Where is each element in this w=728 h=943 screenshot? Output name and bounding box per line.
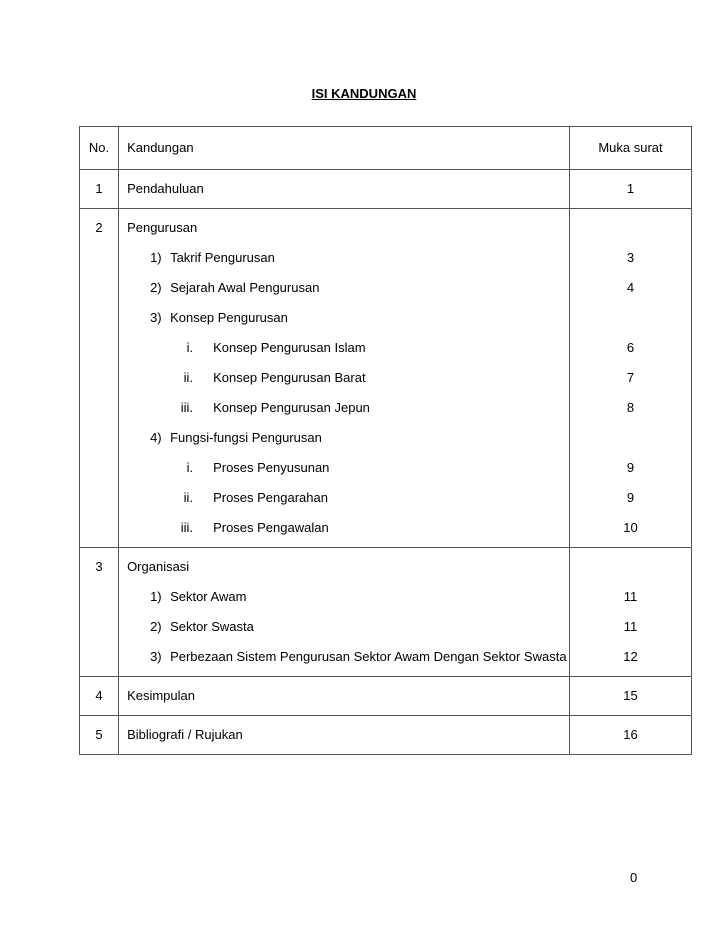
item-page: 10: [623, 520, 638, 535]
list-item: 3) Perbezaan Sistem Pengurusan Sektor Awam Dengan Sektor Swasta: [150, 649, 567, 664]
list-item: 2) Sektor Swasta: [150, 619, 254, 634]
item-page: 11: [623, 589, 638, 604]
section-number: 2: [95, 220, 103, 235]
item-page: 9: [626, 490, 635, 505]
page-number: 0: [630, 870, 638, 885]
section-page: [570, 213, 691, 243]
item-page: 7: [626, 370, 635, 385]
header-no: No.: [88, 140, 110, 155]
item-page: 3: [626, 250, 635, 265]
sub-list-item: i. Proses Penyusunan: [186, 460, 330, 475]
section-number: 3: [95, 559, 103, 574]
section-number: 1: [95, 181, 103, 196]
section-title: Bibliografi / Rujukan: [127, 727, 243, 742]
list-item: 1) Takrif Pengurusan: [150, 250, 275, 265]
section-title: Organisasi: [127, 559, 190, 574]
section-title: Pengurusan: [127, 220, 198, 235]
list-item: 1) Sektor Awam: [150, 589, 247, 604]
sub-list-item: iii. Proses Pengawalan: [180, 520, 329, 535]
sub-list-item: i. Konsep Pengurusan Islam: [186, 340, 366, 355]
section-page: 15: [623, 688, 638, 703]
list-item: 4) Fungsi-fungsi Pengurusan: [150, 430, 322, 445]
section-page: 1: [626, 181, 635, 196]
table-row: [80, 677, 692, 716]
item-page: 9: [626, 460, 635, 475]
item-page: 11: [623, 619, 638, 634]
item-page: 8: [626, 400, 635, 415]
section-number: 4: [95, 688, 103, 703]
table-row: [80, 170, 692, 209]
item-page: [570, 423, 691, 453]
item-page: 12: [623, 649, 638, 664]
item-page: 6: [626, 340, 635, 355]
item-page: 4: [626, 280, 635, 295]
header-page: Muka surat: [598, 140, 663, 155]
page-title: ISI KANDUNGAN: [311, 86, 417, 101]
sub-list-item: ii. Proses Pengarahan: [183, 490, 328, 505]
item-page: [570, 303, 691, 333]
table-row: [80, 209, 692, 548]
section-number: 5: [95, 727, 103, 742]
section-title: Pendahuluan: [127, 181, 204, 196]
list-item: 2) Sejarah Awal Pengurusan: [150, 280, 320, 295]
section-title: Kesimpulan: [127, 688, 195, 703]
toc-table: [79, 126, 692, 755]
table-row: [80, 548, 692, 677]
table-header-row: [80, 127, 692, 170]
section-page: 16: [623, 727, 638, 742]
header-contents: Kandungan: [127, 140, 194, 155]
list-item: 3) Konsep Pengurusan: [150, 310, 288, 325]
table-row: [80, 716, 692, 755]
section-page: [570, 552, 691, 582]
sub-list-item: ii. Konsep Pengurusan Barat: [183, 370, 366, 385]
sub-list-item: iii. Konsep Pengurusan Jepun: [180, 400, 370, 415]
